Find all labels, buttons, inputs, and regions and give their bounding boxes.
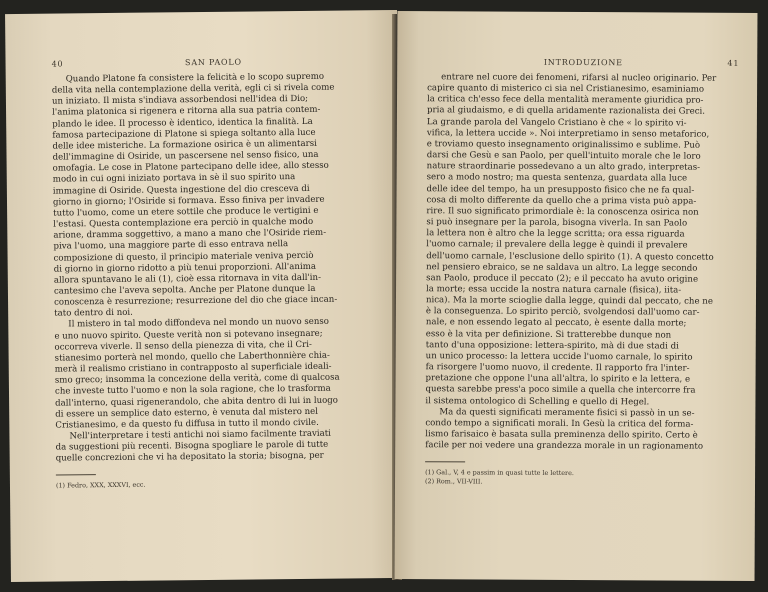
text-line: giorno in giorno; l'Osiride si formava. Esso finiva per invadere: [52, 194, 325, 208]
text-line: La grande parola del Vangelo Cristiano è che « lo spirito vi-: [426, 116, 687, 129]
right-footnotes: [425, 469, 737, 489]
text-line: dell'uomo carnale, l'esclusione dello spirito (1). A questo concetto: [426, 250, 714, 263]
text-line: nale, e non essendo legato al peccato, è esente dalla morte;: [425, 317, 687, 330]
text-line: della vita nella contemplazione della verità, egli ci si rivela come: [51, 82, 335, 96]
text-line: e troviamo questo insegnamento originalissimo e sublime. Può: [426, 139, 701, 151]
text-line: il sistema ontologico di Schelling e quello di Hegel.: [425, 395, 650, 407]
text-line: Nell'interpretare i testi antichi noi siamo facilmente traviati: [69, 428, 331, 442]
text-line: un iniziato. Il mista s'indiava assorbendosi nell'idea di Dio;: [51, 94, 309, 107]
text-line: si può insegnare per la parola, bisogna viverla. In san Paolo: [426, 217, 688, 229]
text-line: sero a modo nostro; ma questa sentenza, guardata alla luce: [426, 172, 688, 184]
text-line: questa sarebbe press'a poco simile a quella che intercorre fra: [425, 384, 696, 397]
text-line: conoscenza è resurrezione; resurrezione del dio che giace incan-: [54, 294, 338, 308]
text-line: Cristianesimo, e da questo fu diffusa in tutto il mondo civile.: [55, 417, 319, 431]
text-line: composizione di questo, il principio materiale veniva perciò: [53, 250, 314, 264]
left-page: [5, 10, 403, 582]
text-line: darsi che Gesù e san Paolo, per quell'intuito morale che le loro: [426, 150, 701, 162]
text-line: arione, dramma soggettivo, a mano a mano che l'Osiride riem-: [53, 227, 327, 241]
text-line: famosa partecipazione di Platone si spiega soltanto alla luce: [52, 127, 316, 141]
footnote-rule: [56, 475, 96, 476]
text-line: dell'immagine di Osiride, un pascersene nel senso fisico, una: [52, 149, 319, 163]
left-running-title: SAN PAOLO: [184, 57, 242, 68]
text-line: tutto l'uomo, come un etere sottile che produce le vertigini e: [53, 205, 319, 219]
footnote: (1) Fedro, XXX, XXXVI, ecc.: [55, 481, 146, 491]
text-line: smo greco; insomma la concezione della verità, come di qualcosa: [54, 372, 340, 386]
text-line: stianesimo porterà nel mondo, quello che Laberthonnière chia-: [54, 350, 330, 364]
footnote: (2) Rom., VII-VIII.: [425, 477, 483, 486]
text-line: san Paolo, produce il peccato (2); e il peccato ha avuto origine: [426, 273, 699, 285]
text-line: che investe tutto l'uomo e non la sola ragione, che lo trasforma: [54, 384, 331, 397]
text-line: occorreva viverle. Il senso della pienezza di vita, che il Cri-: [54, 339, 312, 353]
text-line: pretazione che oppone l'una all'altra, lo spirito e la lettera, e: [425, 373, 691, 385]
text-line: di essere un semplice dato esterno, è venuta dal mistero nel: [55, 406, 319, 420]
paragraph: [52, 71, 379, 320]
text-line: cosa di molto differente da quello che a prima vista può appa-: [426, 194, 697, 207]
text-line: la critica ch'esso fece della mentalità meramente giuridica pro-: [427, 94, 704, 106]
text-line: tanto d'una opposizione: lettera-spirito, mà di due stadi di: [425, 339, 679, 352]
text-line: di giorno in giorno ridotto a più tenui proporzioni. All'anima: [53, 261, 317, 275]
left-body: [52, 71, 380, 465]
text-line: entrare nel cuore dei fenomeni, rifarsi al nucleo originario. Per: [441, 72, 717, 84]
text-line: vifica, la lettera uccide ». Noi interpretiamo in senso metaforico,: [426, 127, 710, 140]
text-line: l'uomo carnale; il prevalere della legge è quindi il prevalere: [426, 239, 688, 251]
text-line: nature straordinarie possedevano a un alto grado, interpretas-: [426, 161, 701, 173]
left-footnotes: [56, 479, 380, 491]
text-line: un unico processo: la lettera uccide l'uomo carnale, lo spirito: [425, 351, 693, 363]
text-line: pria al giudaismo, e di quella aridamente razionalista dei Greci.: [426, 105, 706, 118]
paragraph: [425, 72, 739, 408]
left-running-head: [52, 56, 376, 68]
paragraph: [55, 428, 379, 465]
text-line: Quando Platone fa consistere la felicità e lo scopo supremo: [65, 71, 325, 85]
right-page-number: 41: [727, 58, 740, 68]
paragraph: [425, 407, 737, 453]
text-line: esso è la vita per definizione. Si tratterebbe dunque non: [425, 328, 672, 341]
text-line: nica). Ma la morte scioglie dalla legge, quindi dal peccato, che ne: [425, 295, 713, 307]
text-line: delle idee misteriche. La formazione osirica è un alimentarsi: [52, 138, 317, 152]
text-line: allora spuntavano le ali (1), cioè essa ritornava in vita dall'in-: [53, 272, 322, 286]
text-line: immagine di Osiride. Questa ingestione del dio cresceva di: [52, 183, 310, 197]
text-line: Il mistero in tal modo diffondeva nel mondo un nuovo senso: [68, 317, 330, 330]
text-line: modo in cui ogni iniziato portava in sè il suo spirito una: [52, 172, 296, 185]
text-line: omofagia. Le cose in Platone partecipano delle idee, allo stesso: [52, 160, 329, 174]
text-line: delle idee del tempo, ha un presupposto fisico che ne fa qual-: [426, 183, 695, 196]
right-running-head: [427, 57, 739, 68]
text-line: la lettera non è altro che la legge scritta; ora essa riguarda: [426, 228, 685, 240]
text-line: e uno nuovo spirito. Queste verità non si potevano insegnare;: [54, 328, 323, 342]
text-line: facile per noi vedere una grandezza morale in un ragionamento: [425, 440, 704, 452]
paragraph: [54, 317, 379, 432]
text-line: da suggestioni più recenti. Bisogna spogliare le parole di tutte: [55, 439, 329, 453]
text-line: rire. Il suo significato primordiale è: la conoscenza osirica non: [426, 206, 699, 218]
footnote: (1) Gal., V, 4 e passim in quasi tutte le lettere.: [425, 468, 574, 478]
footnote-rule: [425, 462, 465, 463]
text-line: fa risorgere l'uomo nuovo, il credente. Il rapporto fra l'inter-: [425, 362, 690, 374]
text-line: l'anima platonica si rigenera e ritorna alla sua patria contem-: [52, 105, 321, 119]
text-line: tato dentro di noi.: [54, 308, 133, 319]
text-line: Ma da questi significati meramente fisici si passò in un se-: [439, 406, 695, 419]
text-line: plando le idee. Il processo è identico, identica la finalità. La: [52, 116, 313, 130]
text-line: condo tempo a significati morali. In Gesù la critica del forma-: [425, 418, 694, 430]
text-line: lismo farisaico è basata sulla preminenza dello spirito. Certo è: [425, 429, 698, 441]
text-line: nel pensiero ebraico, se ne saldava un altro. La legge secondo: [426, 261, 698, 274]
left-page-number: 40: [51, 59, 64, 69]
text-line: piva l'uomo, una maggiore parte di esso entrava nella: [53, 239, 289, 252]
text-line: merà il realismo cristiano in contrapposto al superficiale ideali-: [54, 361, 332, 375]
text-line: dall'interno, quasi rigenerandolo, che abita dentro di lui in luogo: [55, 395, 339, 409]
text-line: l'estasi. Questa contemplazione era perciò in qualche modo: [53, 216, 314, 230]
text-line: la morte; essa uccide la nostra natura carnale (fisica), iita-: [426, 284, 682, 296]
text-line: capire quanto di misterico ci sia nel Cristianesimo, esaminiamo: [427, 83, 705, 95]
text-line: è la conseguenza. Lo spirito perciò, svolgendosi dall'uomo car-: [425, 306, 700, 318]
right-running-title: INTRODUZIONE: [543, 57, 623, 68]
right-body: [425, 72, 739, 453]
text-line: quelle concrezioni che vi ha depositato la storia; bisogna, per: [55, 451, 324, 464]
right-page: [395, 11, 758, 581]
text-line: cantesimo che l'aveva sepolta. Anche per Platone dunque la: [53, 283, 316, 297]
